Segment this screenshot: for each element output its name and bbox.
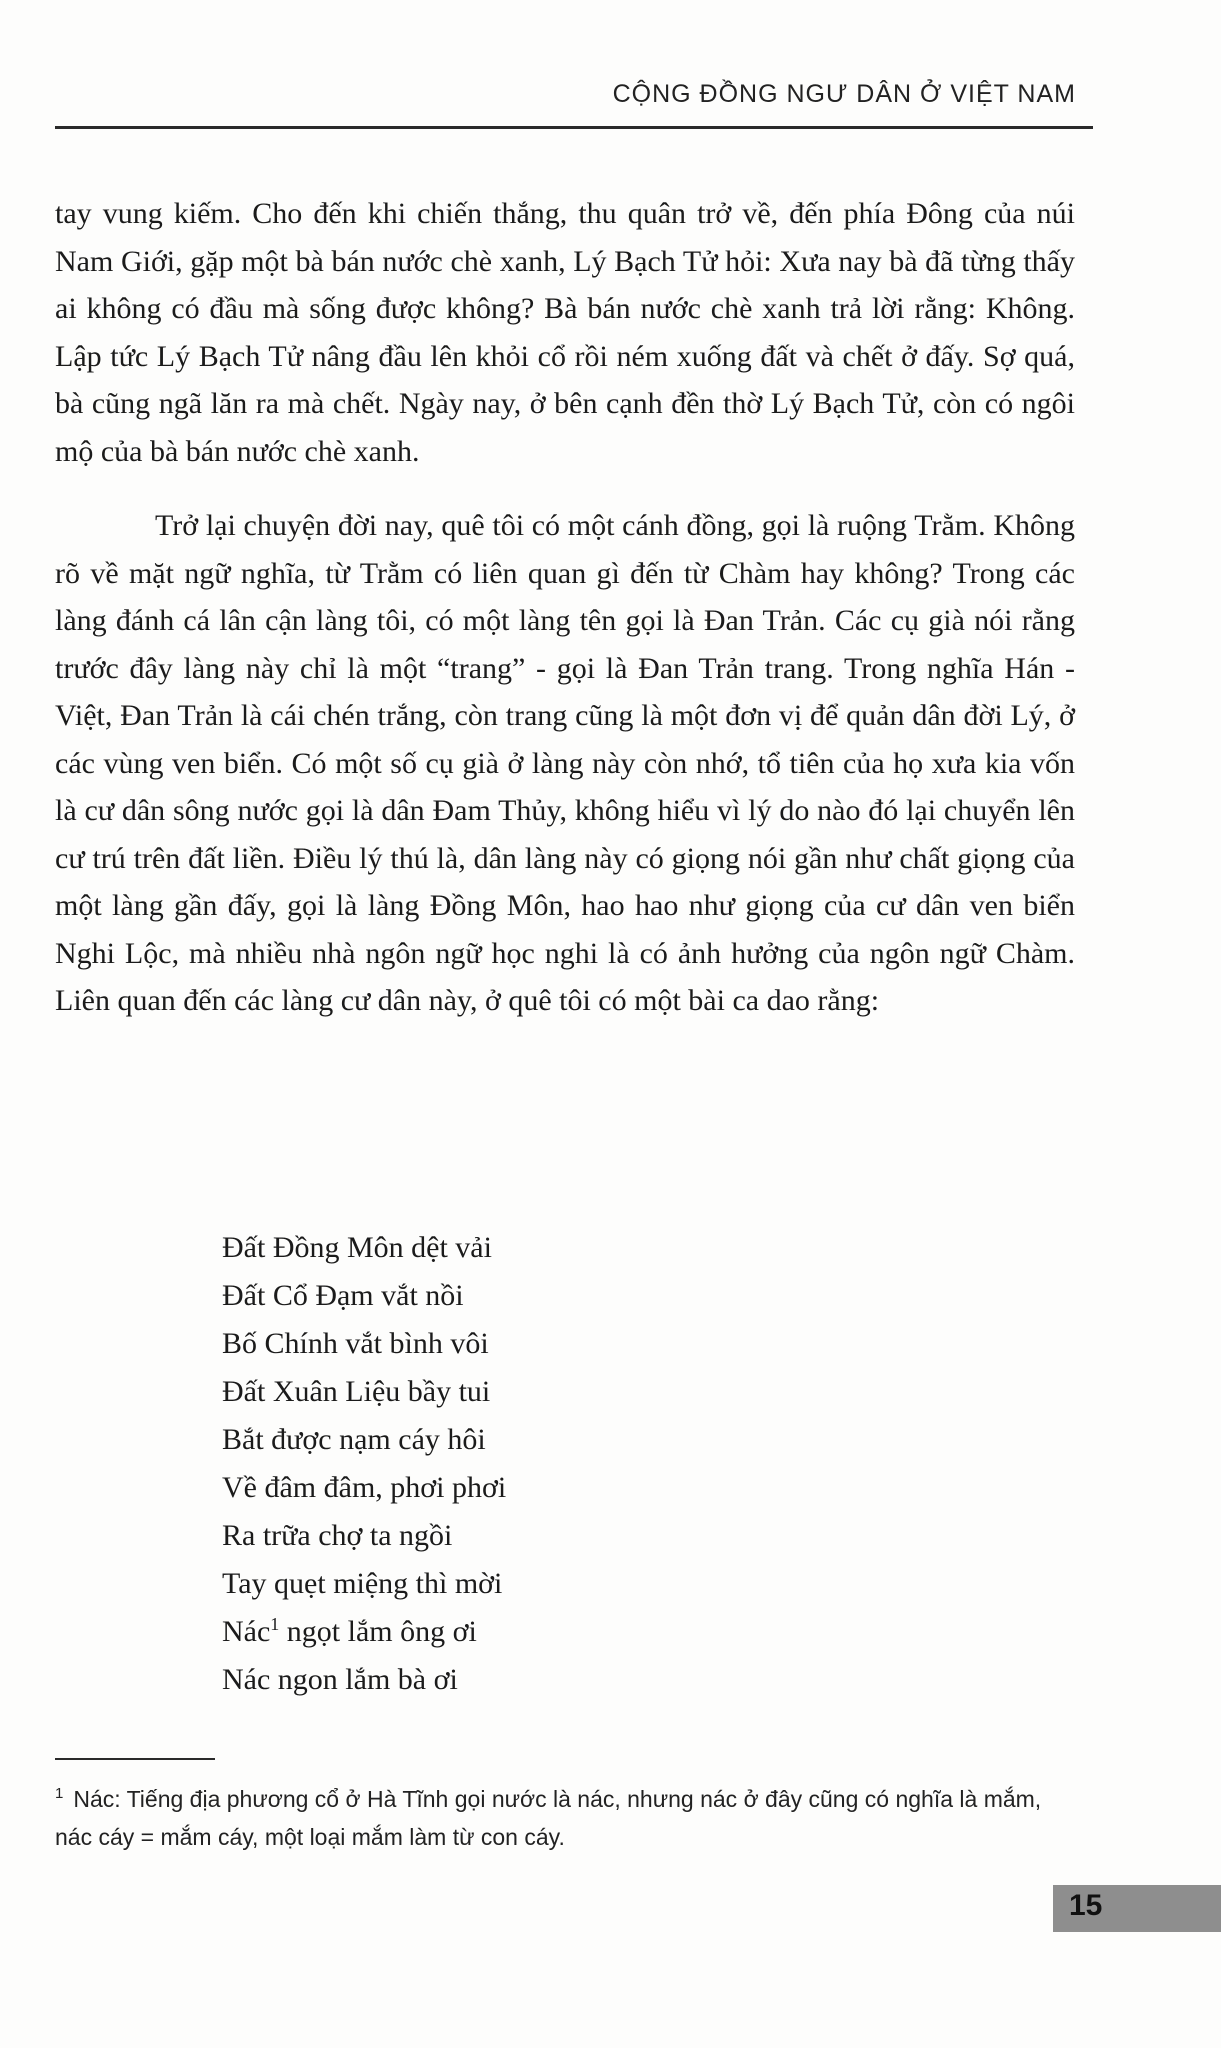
body-text [55,190,1075,1025]
footnote-marker: 1 [55,1785,64,1803]
footnote-rule [55,1758,215,1760]
footnote [55,1780,1075,1856]
verse-line-with-footnote [222,1608,506,1656]
verse-line: Ra trữa chợ ta ngồi [222,1519,453,1552]
page-number-tab [1053,1885,1221,1932]
verse-line: Đất Đồng Môn dệt vải [222,1231,492,1264]
footnote-text: Nác: Tiếng địa phương cổ ở Hà Tĩnh gọi nước là nác, nhưng nác ở đây cũng có nghĩa là mắm, nác cáy = mắm cáy, một loại mắm làm từ con cáy. [55,1786,1042,1850]
page-number: 15 [1069,1889,1103,1922]
verse-word: ngọt lắm ông ơi [279,1615,477,1648]
verse-line: Nác ngon lắm bà ơi [222,1663,458,1696]
verse-line: Đất Xuân Liệu bầy tui [222,1375,491,1408]
running-header: CỘNG ĐỒNG NGƯ DÂN Ở VIỆT NAM [612,80,1076,108]
verse-line: Bắt được nạm cáy hôi [222,1423,486,1456]
verse-line: Về đâm đâm, phơi phơi [222,1471,507,1504]
header-rule [55,126,1093,129]
footnote-reference[interactable]: 1 [270,1614,280,1634]
verse-word: Nác [222,1615,271,1648]
paragraph-2: Trở lại chuyện đời nay, quê tôi có một cánh đồng, gọi là ruộng Trằm. Không rõ về mặt ngữ nghĩa, từ Trằm có liên quan gì đến từ Chàm hay không? Trong các làng đánh cá lân cận làng tôi, có một làng tên gọi là Đan Trản. Các cụ già nói rằng trước đây làng này chỉ là một “trang” - gọi là Đan Trản trang. Trong nghĩa Hán - Việt, Đan Trản là cái chén trắng, còn trang cũng là một đơn vị để quản dân đời Lý, ở các vùng ven biển. Có một số cụ già ở làng này còn nhớ, tổ tiên của họ xưa kia vốn là cư dân sông nước gọi là dân Đam Thủy, không hiểu vì lý do nào đó lại chuyển lên cư trú trên đất liền. Điều lý thú là, dân làng này có giọng nói gần như chất giọng của một làng gần đấy, gọi là làng Đồng Môn, hao hao như giọng của cư dân ven biển Nghi Lộc, mà nhiều nhà ngôn ngữ học nghi là có ảnh hưởng của ngôn ngữ Chàm. Liên quan đến các làng cư dân này, ở quê tôi có một bài ca dao rằng: [55,509,1075,1017]
folk-verse [222,1224,506,1704]
verse-line: Tay quẹt miệng thì mời [222,1567,503,1600]
verse-line: Bố Chính vắt bình vôi [222,1327,489,1360]
verse-line: Đất Cổ Đạm vắt nồi [222,1279,464,1312]
paragraph-1: tay vung kiếm. Cho đến khi chiến thắng, thu quân trở về, đến phía Đông của núi Nam Giới, gặp một bà bán nước chè xanh, Lý Bạch Tử hỏi: Xưa nay bà đã từng thấy ai không có đầu mà sống được không? Bà bán nước chè xanh trả lời rằng: Không. Lập tức Lý Bạch Tử nâng đầu lên khỏi cổ rồi ném xuống đất và chết ở đấy. Sợ quá, bà cũng ngã lăn ra mà chết. Ngày nay, ở bên cạnh đền thờ Lý Bạch Tử, còn có ngôi mộ của bà bán nước chè xanh. [55,197,1075,468]
